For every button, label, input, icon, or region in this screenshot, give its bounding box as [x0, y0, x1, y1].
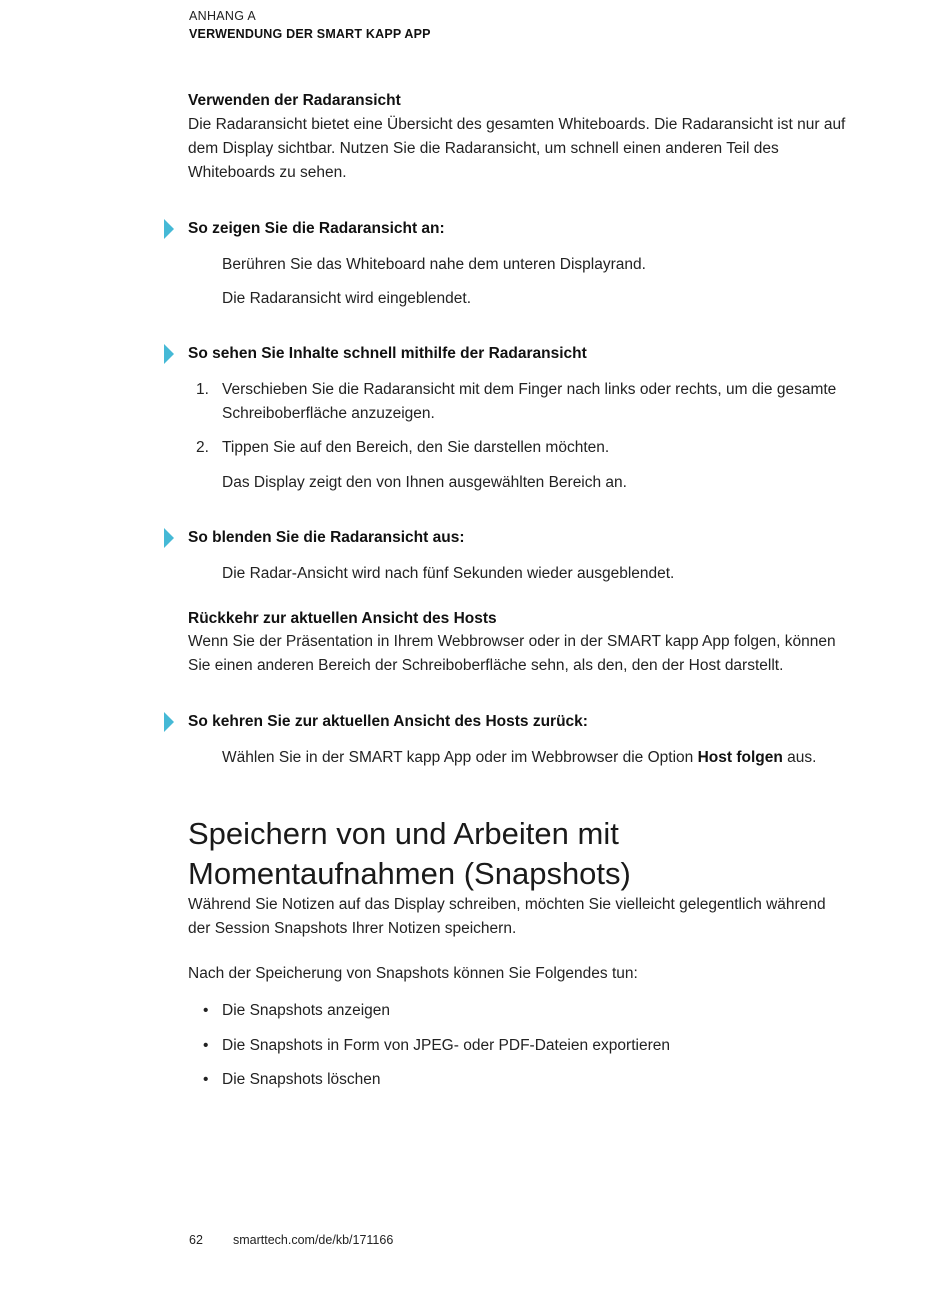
bullet-icon: •	[203, 1071, 209, 1088]
procedure-return-host-step	[222, 746, 872, 770]
procedure-view-result: Das Display zeigt den von Ihnen ausgewählten Bereich an.	[222, 474, 627, 491]
return-host-line-2: Sie einen anderen Bereich der Schreiboberfläche sehn, als den, den der Host darstellt.	[188, 657, 784, 674]
return-host-line-1: Wenn Sie der Präsentation in Ihrem Webbrowser oder in der SMART kapp App folgen, können	[188, 633, 836, 650]
procedure-return-step-prefix: Wählen Sie in der SMART kapp App oder im Webbrowser die Option	[222, 749, 698, 766]
snapshots-bullet-2: Die Snapshots in Form von JPEG- oder PDF-Dateien exportieren	[222, 1037, 670, 1054]
step-number-2: 2.	[196, 439, 209, 456]
bullet-icon: •	[203, 1002, 209, 1019]
snapshots-after-save: Nach der Speicherung von Snapshots können Sie Folgendes tun:	[188, 965, 638, 982]
header-chapter: VERWENDUNG DER SMART KAPP APP	[189, 27, 431, 41]
procedure-return-host-title: So kehren Sie zur aktuellen Ansicht des Hosts zurück:	[188, 713, 588, 730]
procedure-return-host-heading	[162, 710, 882, 734]
step-number-1: 1.	[196, 381, 209, 398]
snapshots-bullet-1: Die Snapshots anzeigen	[222, 1002, 391, 1019]
radar-intro-line-2: dem Display sichtbar. Nutzen Sie die Radaransicht, um schnell einen anderen Teil des	[188, 140, 779, 157]
radar-section-title: Verwenden der Radaransicht	[188, 92, 401, 109]
procedure-view-step-1-line-1: Verschieben Sie die Radaransicht mit dem Finger nach links oder rechts, um die gesamte	[222, 381, 837, 398]
radar-intro-line-3: Whiteboards zu sehen.	[188, 164, 347, 181]
radar-intro-line-1: Die Radaransicht bietet eine Übersicht des gesamten Whiteboards. Die Radaransicht ist nur auf	[188, 116, 846, 133]
procedure-view-radar-title: So sehen Sie Inhalte schnell mithilfe der Radaransicht	[188, 345, 587, 362]
snapshots-section-heading	[188, 814, 888, 894]
footer-page-number: 62	[189, 1233, 203, 1247]
procedure-hide-radar-title: So blenden Sie die Radaransicht aus:	[188, 529, 465, 546]
snapshots-bullet-3: Die Snapshots löschen	[222, 1071, 381, 1088]
procedure-show-radar-result: Die Radaransicht wird eingeblendet.	[222, 290, 472, 307]
snapshots-intro-line-2: der Session Snapshots Ihrer Notizen speichern.	[188, 920, 517, 937]
procedure-view-step-1-line-2: Schreiboberfläche anzuzeigen.	[222, 405, 435, 422]
procedure-hide-radar-heading	[162, 526, 882, 550]
snapshots-heading-line-1: Speichern von und Arbeiten mit	[188, 816, 619, 851]
procedure-view-step-2: Tippen Sie auf den Bereich, den Sie darstellen möchten.	[222, 439, 610, 456]
snapshots-intro-line-1: Während Sie Notizen auf das Display schreiben, möchten Sie vielleicht gelegentlich während	[188, 896, 826, 913]
procedure-return-step-suffix: aus.	[782, 749, 817, 766]
bullet-icon: •	[203, 1037, 209, 1054]
snapshots-heading-line-2: Momentaufnahmen (Snapshots)	[188, 856, 631, 891]
procedure-arrow-icon	[164, 712, 174, 732]
procedure-show-radar-title: So zeigen Sie die Radaransicht an:	[188, 220, 445, 237]
return-host-section-title: Rückkehr zur aktuellen Ansicht des Hosts	[188, 610, 497, 627]
host-folgen-option: Host folgen	[697, 749, 783, 766]
procedure-show-radar-step: Berühren Sie das Whiteboard nahe dem unteren Displayrand.	[222, 256, 646, 273]
procedure-view-radar-heading	[162, 342, 882, 366]
procedure-hide-radar-step: Die Radar-Ansicht wird nach fünf Sekunden wieder ausgeblendet.	[222, 565, 675, 582]
procedure-arrow-icon	[164, 528, 174, 548]
footer-url-link[interactable]: smarttech.com/de/kb/171166	[233, 1233, 394, 1247]
procedure-show-radar-heading	[162, 217, 882, 241]
procedure-arrow-icon	[164, 344, 174, 364]
procedure-arrow-icon	[164, 219, 174, 239]
header-appendix: ANHANG A	[189, 9, 256, 23]
